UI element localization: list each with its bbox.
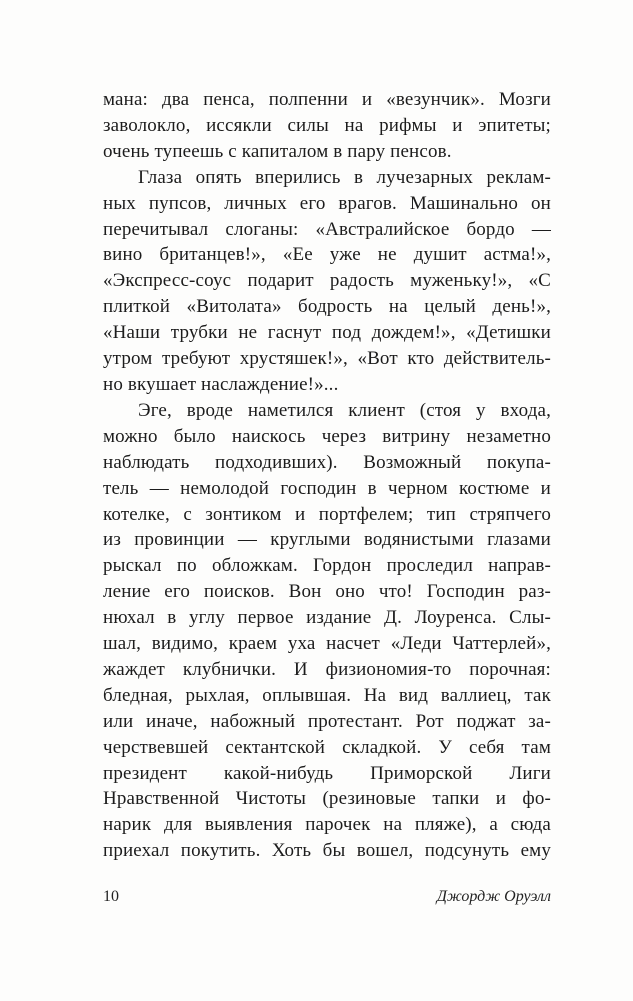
text-line: приехал покутить. Хоть бы вошел, подсунуть ему xyxy=(103,840,551,862)
text-line: из провинции — круглыми водянистыми глазами xyxy=(103,529,551,551)
running-title-author: Джордж Оруэлл xyxy=(436,888,551,905)
page-footer xyxy=(103,886,551,907)
text-line: Глаза опять вперились в лучезарных реклам- xyxy=(138,166,551,188)
text-line: «Экспресс-соус подарит радость муженьку!», «С xyxy=(103,270,551,292)
text-line: нюхал в углу первое издание Д. Лоуренса. Слы- xyxy=(103,607,551,629)
text-line: шал, видимо, краем уха насчет «Леди Чаттерлей», xyxy=(103,633,551,655)
text-line: нарик для выявления парочек на пляже), а сюда xyxy=(103,814,551,836)
text-line: мана: два пенса, полпенни и «везунчик». Мозги xyxy=(103,89,551,110)
text-line: Нравственной Чистоты (резиновые тапки и фо- xyxy=(103,788,551,810)
text-line: или иначе, набожный протестант. Рот поджат за- xyxy=(103,710,551,732)
text-line: заволокло, иссякли силы на рифмы и эпитеты; xyxy=(103,114,551,136)
text-line: котелке, с зонтиком и портфелем; тип стряпчего xyxy=(103,503,551,525)
text-line: президент какой-нибудь Приморской Лиги xyxy=(103,762,551,784)
text-line: очень тупеешь с капиталом в пару пенсов. xyxy=(103,140,452,162)
text-line: черствевшей сектантской складкой. У себя там xyxy=(103,736,551,758)
text-line: рыскал по обложкам. Гордон проследил направ- xyxy=(103,555,551,577)
text-line: можно было наискось через витрину незаметно xyxy=(103,425,551,447)
text-line: вино британцев!», «Ее уже не душит астма!», xyxy=(103,244,551,266)
page-number: 10 xyxy=(103,888,119,905)
text-line: «Наши трубки не гаснут под дождем!», «Детишки xyxy=(103,322,551,344)
text-line: бледная, рыхлая, оплывшая. На вид валлиец, так xyxy=(103,684,551,706)
text-line: тель — немолодой господин в черном костюме и xyxy=(103,477,551,499)
text-line: утром требуют хрустяшек!», «Вот кто действитель- xyxy=(103,348,551,370)
paragraph xyxy=(103,87,551,165)
text-line: ных пупсов, личных его врагов. Машинально он xyxy=(103,192,551,214)
text-line: наблюдать подходивших). Возможный покупа- xyxy=(103,451,551,473)
page-text xyxy=(103,87,551,864)
text-line: ление его поисков. Вон оно что! Господин раз- xyxy=(103,581,551,603)
paragraph xyxy=(103,398,551,864)
text-line: Эге, вроде наметился клиент (стоя у входа, xyxy=(138,399,551,421)
text-line: плиткой «Витолата» бодрость на целый день!», xyxy=(103,296,551,318)
text-line: но вкушает наслаждение!»... xyxy=(103,373,339,395)
paragraph xyxy=(103,165,551,398)
text-line: жаждет клубнички. И физиономия-то порочная: xyxy=(103,658,551,680)
text-line: перечитывал слоганы: «Австралийское бордо — xyxy=(103,218,551,240)
